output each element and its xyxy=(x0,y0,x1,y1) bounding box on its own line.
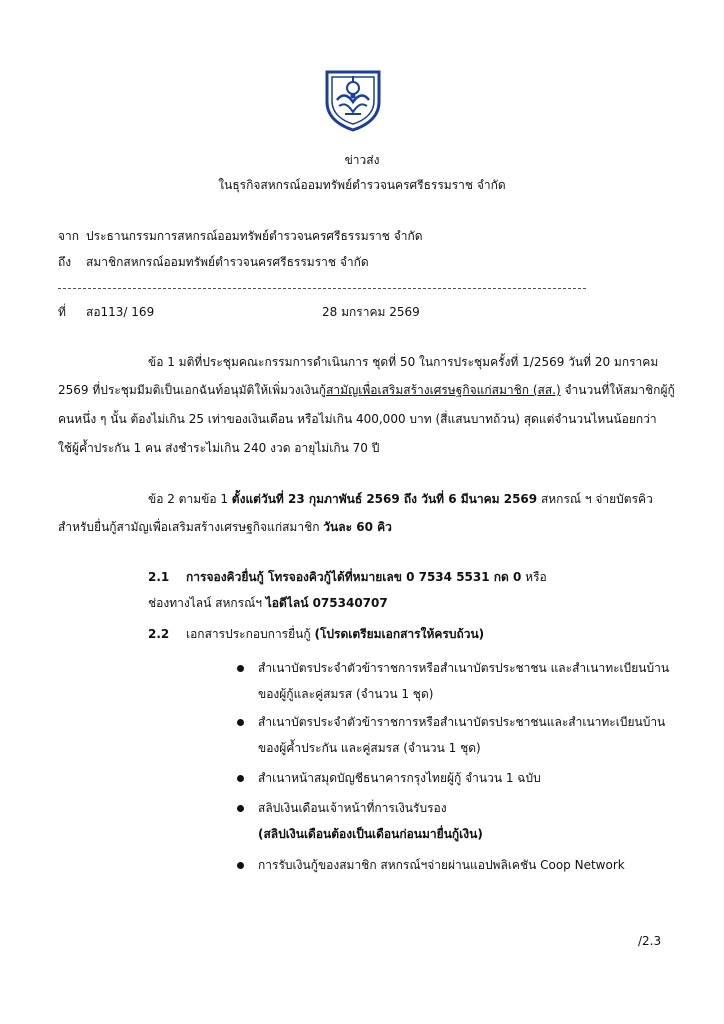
application-period: ตั้งแต่วันที่ 23 กุมภาพันธ์ 2569 ถึง วันที่ 6 มีนาคม 2569 xyxy=(231,492,538,506)
document-item-4-line1: สลิปเงินเดือนเจ้าหน้าที่การเงินรับรอง xyxy=(258,801,447,815)
page-continuation-marker: /2.3 xyxy=(638,934,662,948)
bullet-icon xyxy=(237,775,244,782)
reference-label: ที่ xyxy=(58,305,66,319)
document-item-5-line1: การรับเงินกู้ของสมาชิก สหกรณ์ฯจ่ายผ่านแอปพลิเคชัน Coop Network xyxy=(258,858,625,872)
clause1-line2-end: จำนวนที่ให้สมาชิกผู้กู้ xyxy=(560,383,675,397)
reference-number: สอ113/ 169 xyxy=(86,305,155,319)
section-2-1-line2 xyxy=(148,595,388,611)
queue-booking-phone: การจองคิวยื่นกู้ โทรจองคิวกู้ได้ที่หมายเลข 0 7534 5531 กด 0 xyxy=(186,570,522,584)
daily-queue-limit: วันละ 60 คิว xyxy=(323,520,392,534)
clause1-line4: ใช้ผู้ค้ำประกัน 1 คน ส่งชำระไม่เกิน 240 งวด อายุไม่เกิน 70 ปี xyxy=(58,441,380,455)
document-date: 28 มกราคม 2569 xyxy=(322,305,420,319)
document-item-3-line1: สำเนาหน้าสมุดบัญชีธนาคารกรุงไทยผู้กู้ จำนวน 1 ฉบับ xyxy=(258,771,541,785)
from-value: ประธานกรรมการสหกรณ์ออมทรัพย์ตำรวจนครศรีธรรมราช จำกัด xyxy=(86,229,423,243)
from-label: จาก xyxy=(58,229,80,243)
cooperative-logo xyxy=(323,66,383,132)
line-channel-label: ช่องทางไลน์ สหกรณ์ฯ xyxy=(148,596,266,610)
documents-note: (โปรดเตรียมเอกสารให้ครบถ้วน) xyxy=(314,627,485,641)
section-2-1-or: หรือ xyxy=(521,570,547,584)
clause2-line1-start: ข้อ 2 ตามข้อ 1 xyxy=(148,492,232,506)
loan-type-name: สามัญเพื่อเสริมสร้างเศรษฐกิจแก่สมาชิก (สส.) xyxy=(326,383,561,397)
to-value: สมาชิกสหกรณ์ออมทรัพย์ตำรวจนครศรีธรรมราช จำกัด xyxy=(86,255,369,269)
section-2-2-line1 xyxy=(186,626,484,642)
organization-subtitle: ในธุรกิจสหกรณ์ออมทรัพย์ตำรวจนครศรีธรรมราช จำกัด xyxy=(218,178,506,192)
bullet-icon xyxy=(237,665,244,672)
clause1-line2 xyxy=(58,382,675,398)
clause1-line2-start: 2569 ที่ประชุมมีมติเป็นเอกฉันท์อนุมัติให้เพิ่มวงเงินกู้ xyxy=(58,383,327,397)
section-2-2-number: 2.2 xyxy=(148,627,170,641)
cooperative-seal-icon xyxy=(323,66,383,132)
section-2-1-line1 xyxy=(186,569,547,585)
divider xyxy=(58,288,586,289)
document-item-1-line2: ของผู้กู้และคู่สมรส (จำนวน 1 ชุด) xyxy=(258,687,434,701)
clause2-line2 xyxy=(58,519,392,535)
documents-heading: เอกสารประกอบการยื่นกู้ xyxy=(186,627,315,641)
line-id: ไอดีไลน์ 075340707 xyxy=(265,596,388,610)
clause1-line1: ข้อ 1 มติที่ประชุมคณะกรรมการดำเนินการ ชุดที่ 50 ในการประชุมครั้งที่ 1/2569 วันที่ 20 มกราคม xyxy=(148,355,659,369)
bullet-icon xyxy=(237,719,244,726)
bullet-icon xyxy=(237,805,244,812)
document-item-4-line2: (สลิปเงินเดือนต้องเป็นเดือนก่อนมายื่นกู้เงิน) xyxy=(258,827,483,841)
page-title: ข่าวส่ง xyxy=(344,153,380,167)
clause2-line2-start: สำหรับยื่นกู้สามัญเพื่อเสริมสร้างเศรษฐกิจแก่สมาชิก xyxy=(58,520,324,534)
clause2-line1-end: สหกรณ์ ฯ จ่ายบัตรคิว xyxy=(537,492,653,506)
clause2-line1 xyxy=(148,491,653,507)
section-2-1-number: 2.1 xyxy=(148,570,170,584)
bullet-icon xyxy=(237,862,244,869)
document-item-2-line2: ของผู้ค้ำประกัน และคู่สมรส (จำนวน 1 ชุด) xyxy=(258,741,481,755)
clause1-line3: คนหนึ่ง ๆ นั้น ต้องไม่เกิน 25 เท่าของเงินเดือน หรือไม่เกิน 400,000 บาท (สี่แสนบาทถ้วน) สุดแต่จำนวนไหนน้อยกว่า xyxy=(58,412,657,426)
to-label: ถึง xyxy=(58,255,72,269)
document-item-1-line1: สำเนาบัตรประจำตัวข้าราชการหรือสำเนาบัตรประชาชน และสำเนาทะเบียนบ้าน xyxy=(258,661,670,675)
document-item-2-line1: สำเนาบัตรประจำตัวข้าราชการหรือสำเนาบัตรประชาชนและสำเนาทะเบียนบ้าน xyxy=(258,715,666,729)
